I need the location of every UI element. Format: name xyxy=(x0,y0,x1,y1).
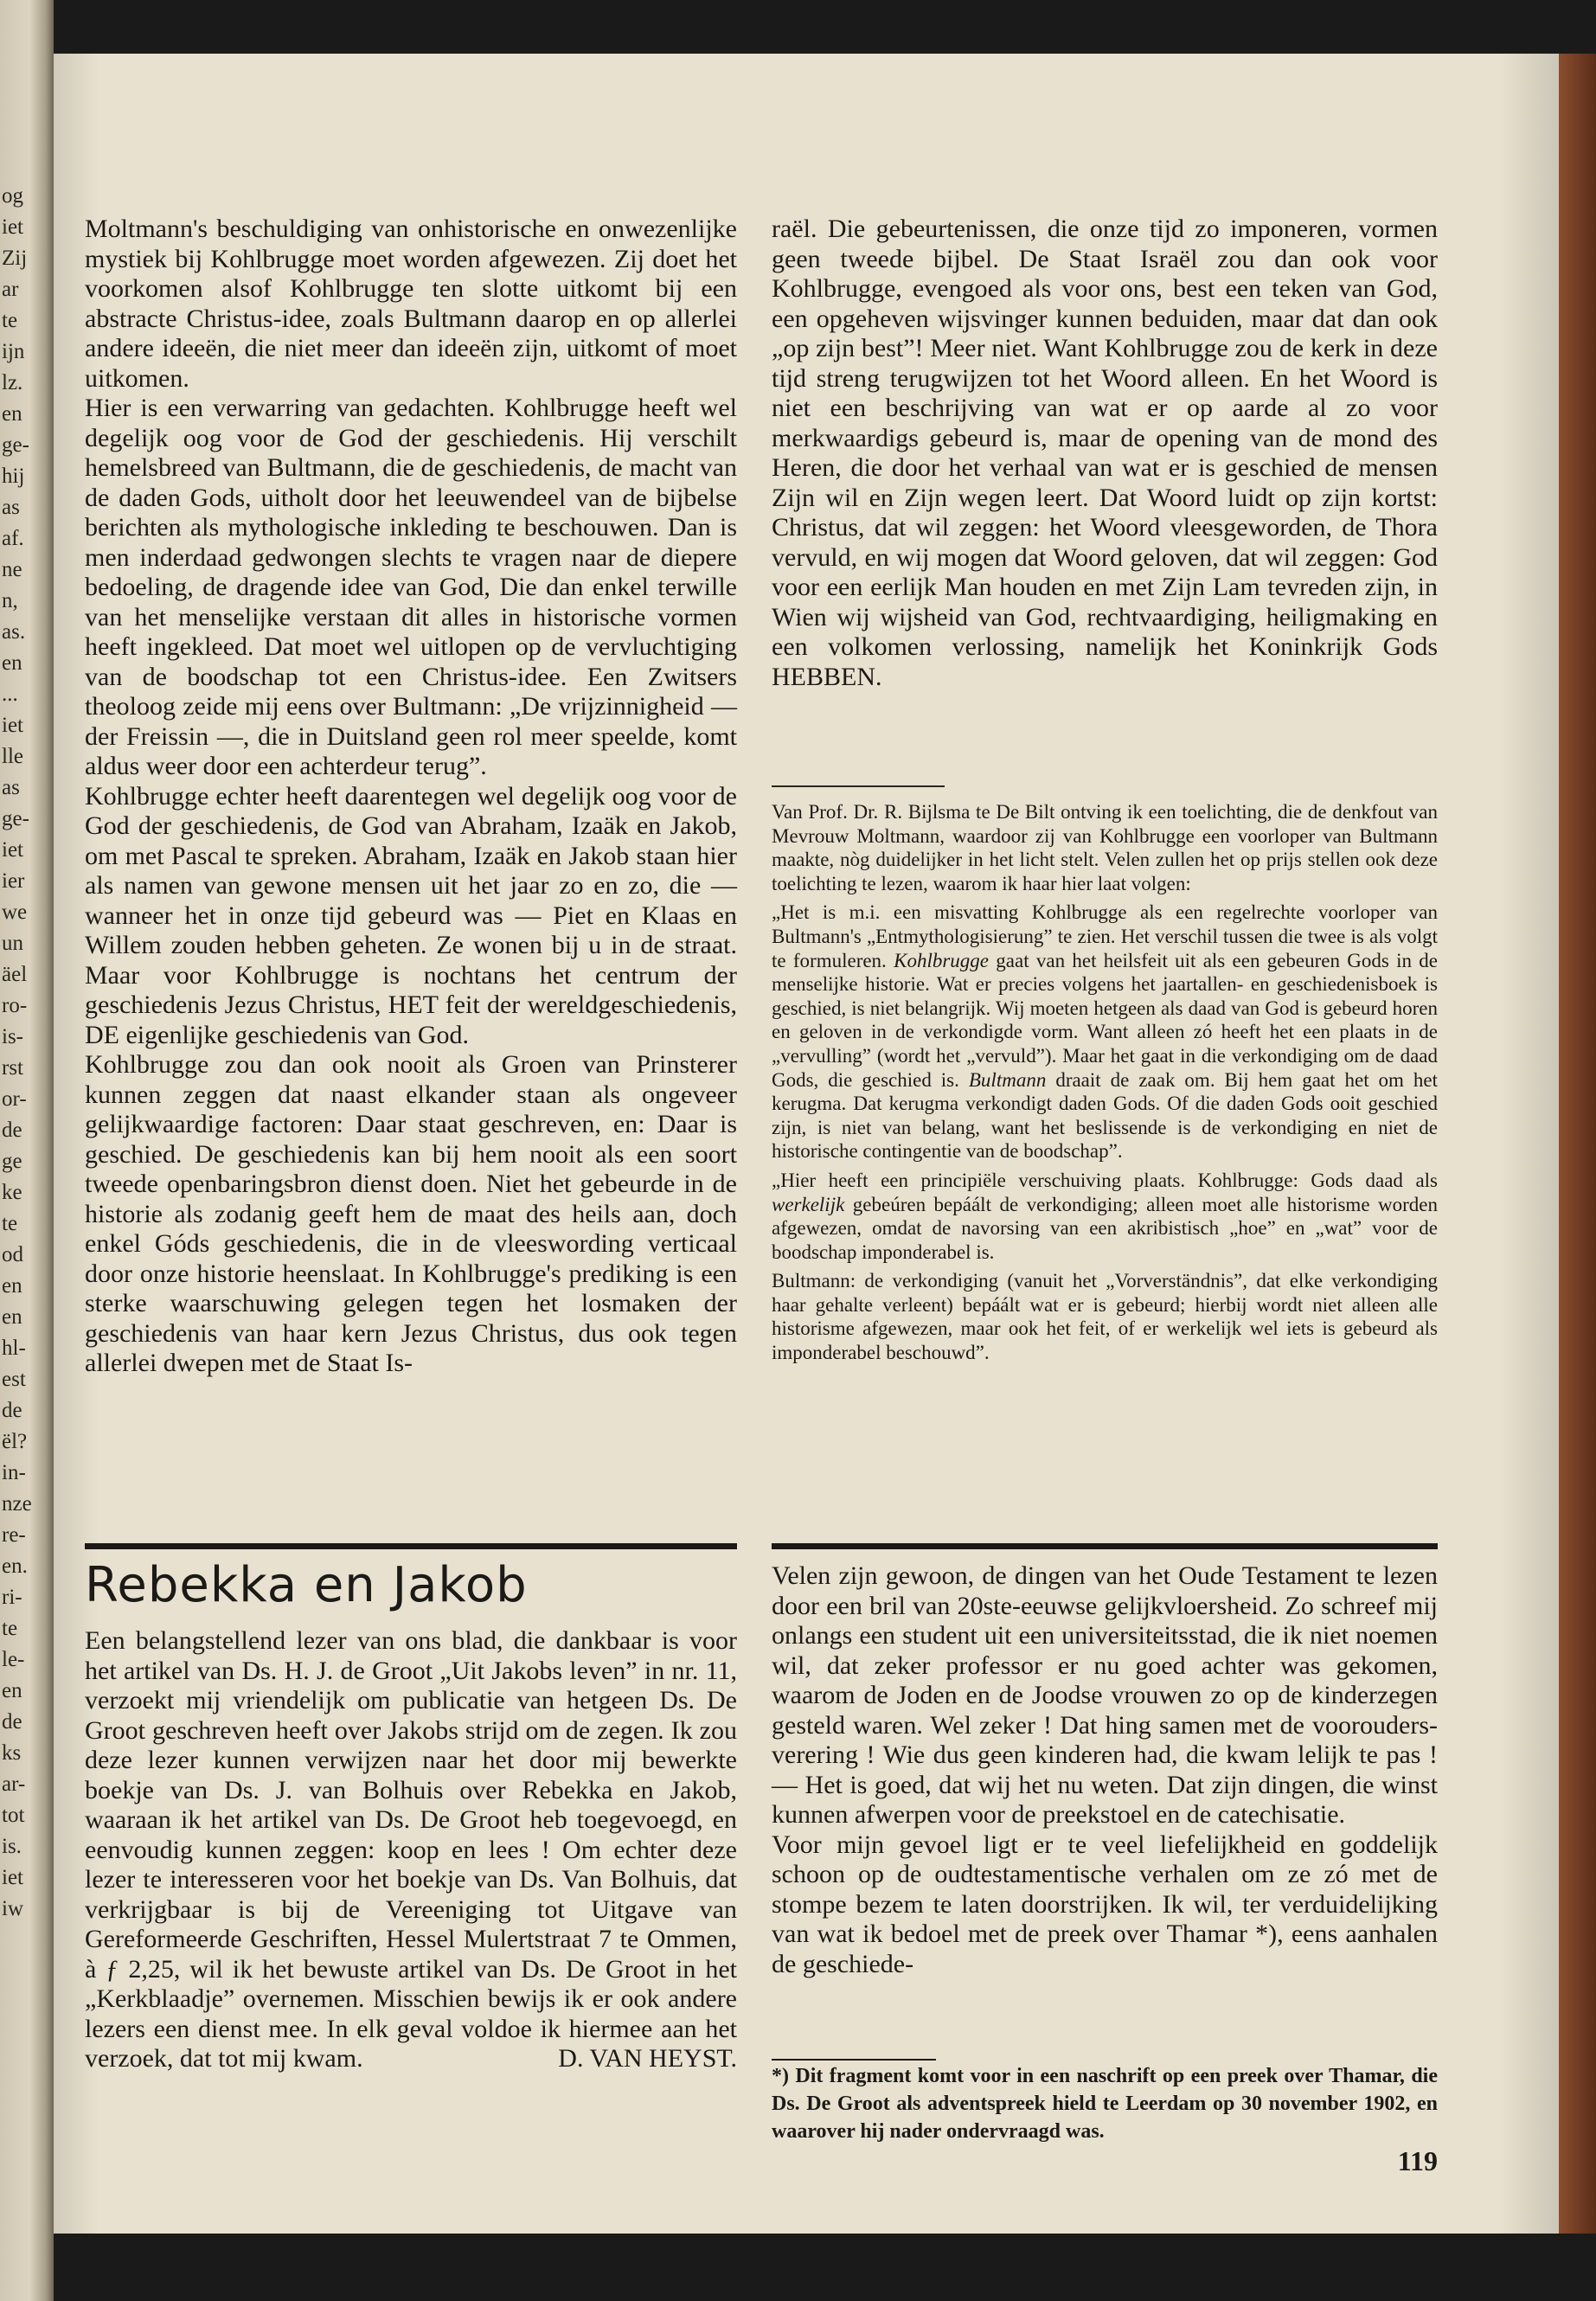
adjacent-page-fragment: ge- xyxy=(2,433,29,457)
adjacent-page-fragment: ne xyxy=(2,558,22,581)
adjacent-page-fragment: ar xyxy=(2,278,19,301)
adjacent-page-fragment: tot xyxy=(2,1804,25,1827)
adjacent-page-fragment: ks xyxy=(2,1741,22,1765)
annotation-quote: Bultmann: de verkondiging (vanuit het „Vorverständnis”, dat elke verkondiging haar gehalte verleent) bepáált wat er is gebeurd; hierbij wordt niet alleen alle historisme afgewezen, maar ook het feit, of er werkelijk wel iets is gebeurd als imponderabel beschouwd”. xyxy=(772,1270,1438,1364)
adjacent-page-fragment: ... xyxy=(2,683,18,706)
annotation-block xyxy=(772,800,1438,1370)
author-signature: D. VAN HEYST. xyxy=(558,2044,737,2073)
quote-text: gaat van het heilsfeit uit als een gebeuren Gods in de menselijke historie. Wat er precies volgens het jaartallen- en geschiedenisboek is geschied, is niet belangrijk. Wij moeten hetgeen als daad van God is gebeurd horen en geloven in de verkondigde vorm. Want alleen zó heeft het een plaats in de „vervulling” (wordt het „vervuld”). Maar het gaat in die verkondiging om de daad Gods, die geschied is. xyxy=(772,949,1439,1091)
article-column-right-bottom xyxy=(772,1561,1438,1979)
adjacent-page-fragment: n, xyxy=(2,589,18,612)
adjacent-page-fragment: ijn xyxy=(2,340,25,363)
article-column-left-bottom xyxy=(85,1626,737,2074)
adjacent-page-fragment: ke xyxy=(2,1181,22,1204)
article-column-left-top xyxy=(85,215,737,1379)
quote-text: „Het is m.i. een misvatting Kohlbrugge als een regelrechte voorloper van Bultmann's „Entmythologisierung” te zien. Het verschil tussen die twee is als volgt te formuleren. xyxy=(772,901,1438,971)
adjacent-page-fragment: te xyxy=(2,309,18,332)
adjacent-page-fragment: Zij xyxy=(2,247,28,270)
adjacent-page-fragment: og xyxy=(2,184,23,208)
annotation-quote xyxy=(772,1169,1438,1264)
quote-text: gebeúren bepáált de verkondiging; alleen moet alle historisme worden afgewezen, omdat de navorsing van een akribistisch „hoe” en „wat” voor de boodschap imponderabel is. xyxy=(772,1193,1438,1263)
paragraph: Kohlbrugge zou dan ook nooit als Groen van Prinsterer kunnen zeggen dat naast elkander staan als ongeveer gelijkwaardige factoren: Daar staat geschreven, en: Daar is geschied. De geschiedenis kan bij hem nooit als een soort tweede openbaringsbron dienst doen. Niet het gebeurde in de historie als zodanig geeft hem de maat des heils aan, doch enkel Góds geschiedenis, die in de vleeswording verticaal door onze historie heenslaat. In Kohlbrugge's prediking is een sterke waarschuwing gelegen tegen het losmaken der geschiedenis van haar kern Jezus Christus, dus ook tegen allerlei dwepen met de Staat Is- xyxy=(85,1050,737,1377)
adjacent-page-fragment: en xyxy=(2,1679,22,1702)
adjacent-page-fragment: en xyxy=(2,651,22,675)
paragraph xyxy=(85,1626,737,2074)
adjacent-page-fragment: lle xyxy=(2,745,23,768)
adjacent-page-fragment: iet xyxy=(2,838,23,862)
quote-text: „Hier heeft een principiële verschuiving plaats. Kohlbrugge: Gods daad als xyxy=(772,1169,1438,1191)
adjacent-page-fragment: as xyxy=(2,496,20,519)
adjacent-page-fragment: te xyxy=(2,1617,18,1640)
footnote-divider xyxy=(772,2059,936,2061)
adjacent-page-fragment: est xyxy=(2,1368,26,1391)
annotation-quote xyxy=(772,901,1438,1163)
adjacent-page-fragment: ri- xyxy=(2,1586,22,1609)
section-rule-left xyxy=(85,1543,737,1549)
adjacent-page-fragment: nze xyxy=(2,1492,32,1516)
emphasis-word: werkelijk xyxy=(772,1193,845,1215)
adjacent-page-fragment: de xyxy=(2,1118,22,1142)
adjacent-page-fragment: äel xyxy=(2,963,28,986)
adjacent-page-fragment: in- xyxy=(2,1461,26,1484)
adjacent-page-edge xyxy=(0,0,54,2301)
adjacent-page-fragment: as. xyxy=(2,620,26,644)
paragraph: Voor mijn gevoel ligt er te veel liefelijkheid en goddelijk schoon op de oudtestamentische verhalen om ze zó met de stompe bezem te laten doorstrijken. Ik wil, ter verduidelijking van wat ik bedoel met de preek over Thamar *), eens aanhalen de geschiede- xyxy=(772,1830,1438,1978)
adjacent-page-fragment: ro- xyxy=(2,994,28,1017)
paragraph: Velen zijn gewoon, de dingen van het Oude Testament te lezen door een bril van 20ste-eeuwse gelijkvloersheid. Zo schreef mij onlangs een student uit een universiteitsstad, die ik niet noemen wil, dat zeker professor er nu goed achter was gekomen, waarom de Joden en de Joodse vrouwen zo op de kinderzegen gesteld waren. Wel zeker ! Dat hing samen met de voorouders-verering ! Wie dus geen kinderen had, die kwam lelijk te pas ! — Het is goed, dat wij het nu weten. Dat zijn dingen, die winst kunnen afwerpen voor de preekstoel en de catechisatie. xyxy=(772,1561,1438,1829)
adjacent-page-fragment: ier xyxy=(2,869,25,893)
adjacent-page-fragment: rst xyxy=(2,1056,23,1080)
adjacent-page-fragment: is- xyxy=(2,1025,23,1048)
adjacent-page-fragment: ar- xyxy=(2,1772,26,1796)
adjacent-page-fragment: iet xyxy=(2,1866,23,1889)
adjacent-page-fragment: iet xyxy=(2,714,23,737)
adjacent-page-fragment: en xyxy=(2,402,22,426)
adjacent-page-fragment: ge- xyxy=(2,807,29,830)
paragraph: Hier is een verwarring van gedachten. Kohlbrugge heeft wel degelijk oog voor de God der geschiedenis. Hij verschilt hemelsbreed van Bultmann, die de geschiedenis, de macht van de daden Gods, uitholt door het leeuwendeel van de bijbelse berichten als mythologische inkleding te beschouwen. Dan is men inderdaad gedwongen slechts te vragen naar de diepere bedoeling, de dragende idee van God, Die dan enkel terwille van het menselijke verstaan dit alles in historische vormen heeft ingekleed. Dat moet wel uitlopen op de vervluchtiging van de boodschap tot een Christus-idee. Een Zwitsers theoloog zeide mij eens over Bultmann: „De vrijzinnigheid — der Freissin —, die in Duitsland geen rol meer speelde, komt aldus weer door een achterdeur terug”. xyxy=(85,394,737,780)
annotation-intro: Van Prof. Dr. R. Bijlsma te De Bilt ontving ik een toelichting, die de denkfout van Mevrouw Moltmann, waardoor zij van Kohlbrugge een voorloper van Bultmann maakte, nòg duidelijker in het licht stelt. Velen zullen het op prijs stellen ook deze toelichting te lezen, waarom ik haar hier laat volgen: xyxy=(772,801,1438,894)
adjacent-page-fragment: re- xyxy=(2,1523,26,1547)
paragraph: Kohlbrugge echter heeft daarentegen wel degelijk oog voor de God der geschiedenis, de God van Abraham, Izaäk en Jakob, om met Pascal te spreken. Abraham, Izaäk en Jakob staan hier als namen van gewone mensen uit het jaar zo en zo, die — wanneer het in onze tijd gebeurd was — Piet en Klaas en Willem zouden hebben geheten. Ze wonen bij u in de straat. Maar voor Kohlbrugge is nochtans het centrum der geschiedenis Jezus Christus, HET feit der wereldgeschiedenis, DE eigenlijke geschiedenis van God. xyxy=(85,781,737,1049)
page-number: 119 xyxy=(1397,2145,1438,2176)
adjacent-page-fragment: en xyxy=(2,1274,22,1298)
adjacent-page-fragment: iet xyxy=(2,215,23,239)
adjacent-page-fragment: en xyxy=(2,1305,22,1329)
adjacent-page-fragment: iw xyxy=(2,1897,23,1920)
adjacent-page-fragment: lz. xyxy=(2,371,23,394)
adjacent-page-fragment: ge xyxy=(2,1150,22,1173)
adjacent-page-fragment: un xyxy=(2,932,23,955)
adjacent-page-fragment: or- xyxy=(2,1087,27,1111)
adjacent-page-fragment: we xyxy=(2,901,28,924)
quote-text: draait de zaak om. Bij hem gaat het om het kerugma. Dat kerugma verkondigt daden Gods. Of die daden Gods ooit geschied zijn, is niet van belang, want het beslissende is de verkondiging en niet de historische contingentie van de boodschap”. xyxy=(772,1068,1439,1163)
paragraph: Moltmann's beschuldiging van onhistorische en onwezenlijke mystiek bij Kohlbrugge moet worden afgewezen. Zij doet het voorkomen alsof Kohlbrugge ten slotte uitkomt bij een abstracte Christus-idee, zoals Bultmann daarop en op allerlei andere ideeën, die niet meer dan ideeën zijn, uitkomt of moet uitkomen. xyxy=(85,215,737,393)
adjacent-page-fragment: hij xyxy=(2,465,25,488)
adjacent-page-fragment: de xyxy=(2,1399,22,1422)
footnote: *) Dit fragment komt voor in een naschrift op een preek over Thamar, die Ds. De Groot als adventspreek hield te Leerdam op 30 november 1902, en waarover hij nader ondervraagd was. xyxy=(772,2065,1438,2143)
paragraph: raël. Die gebeurtenissen, die onze tijd zo imponeren, vormen geen tweede bijbel. De Staat Israël zou dan ook voor Kohlbrugge, evengoed als voor ons, best een teken van God, een opgeheven wijsvinger kunnen beduiden, maar dat dan ook „op zijn best”! Meer niet. Want Kohlbrugge zou de kerk in deze tijd streng terugwijzen tot het Woord alleen. En het Woord is niet een beschrijving van wat er op aarde al zo voor merkwaardigs gebeurd is, maar de opening van de mond des Heren, die door het verhaal van wat er is geschied de mensen Zijn wil en Zijn wegen leert. Dat Woord luidt op zijn kortst: Christus, dat wil zeggen: het Woord vleesgeworden, de Thora vervuld, en wij mogen dat Woord geloven, dat wil zeggen: God voor een eerlijk Man houden en met Zijn Lam tevreden zijn, in Wien wij wijsheid van God, rechtvaardiging, heiligmaking en een volkomen verlossing, namelijk het Koninkrijk Gods HEBBEN. xyxy=(772,215,1438,691)
section-divider xyxy=(772,785,945,787)
adjacent-page-fragment: af. xyxy=(2,527,24,550)
adjacent-page-fragment: te xyxy=(2,1212,18,1235)
adjacent-page-fragment: ël? xyxy=(2,1430,28,1453)
adjacent-page-fragment: le- xyxy=(2,1648,25,1671)
article-heading: Rebekka en Jakob xyxy=(85,1557,528,1613)
section-rule-right xyxy=(772,1543,1438,1549)
article-column-right-top xyxy=(772,215,1438,692)
adjacent-page-fragment: is. xyxy=(2,1835,22,1858)
emphasis-name: Kohlbrugge xyxy=(894,949,989,971)
book-cover-edge xyxy=(1559,54,1596,2234)
adjacent-page-fragment: hl- xyxy=(2,1336,26,1360)
adjacent-page-fragment: od xyxy=(2,1243,23,1266)
emphasis-name: Bultmann xyxy=(968,1068,1047,1091)
paragraph-text: Een belangstellend lezer van ons blad, die dankbaar is voor het artikel van Ds. H. J. de Groot „Uit Jakobs leven” in nr. 11, verzoekt mij vriendelijk om publicatie van hetgeen Ds. De Groot geschreven heeft over Jakobs strijd om de zegen. Ik zou deze lezer kunnen verwijzen naar het door mij bewerkte boekje van Ds. J. van Bolhuis over Rebekka en Jakob, waaraan ik het artikel van Ds. De Groot heb toegevoegd, en eenvoudig kunnen zeggen: koop en lees ! Om echter deze lezer te interesseren voor het boekje van Ds. Van Bolhuis, dat verkrijgbaar is bij de Vereeniging tot Uitgave van Gereformeerde Geschriften, Hessel Mulertstraat 7 te Ommen, à ƒ 2,25, wil ik het bewuste artikel van Ds. De Groot in het „Kerkblaadje” overnemen. Misschien bewijs ik er ook andere lezers een dienst mee. In elk geval voldoe ik hiermee aan het verzoek, dat tot mij kwam. xyxy=(85,1626,737,2073)
adjacent-page-fragment: de xyxy=(2,1710,22,1734)
adjacent-page-fragment: en. xyxy=(2,1554,28,1578)
adjacent-page-fragment: as xyxy=(2,776,20,799)
